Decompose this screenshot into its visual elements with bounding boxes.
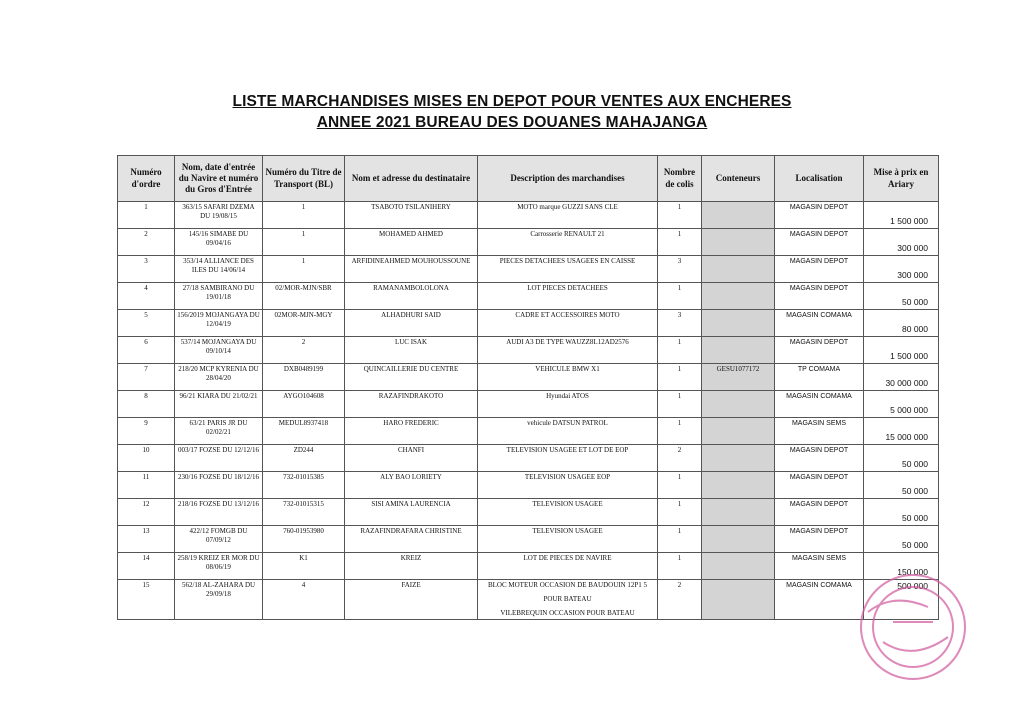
cell-description: LOT PIECES DETACHEES [478,283,658,310]
cell-destinataire: TSABOTO TSILANIHERY [345,202,478,229]
cell-description: TELEVISION USAGEE ET LOT DE EOP [478,445,658,472]
cell-conteneur [702,553,775,580]
cell-localisation: MAGASIN COMAMA [775,580,864,620]
cell-conteneur [702,310,775,337]
cell-bl: 760-01953980 [263,526,345,553]
cell-navire: 27/18 SAMBIRANO DU 19/01/18 [175,283,263,310]
cell-prix: 50 000 [864,472,939,499]
table-row [118,283,939,310]
cell-description: TELEVISION USAGEE [478,499,658,526]
cell-prix: 50 000 [864,445,939,472]
cell-navire: 422/12 FOMGB DU 07/09/12 [175,526,263,553]
table-row [118,418,939,445]
header-navire: Nom, date d'entrée du Navire et numéro du Gros d'Entrée [175,156,263,202]
cell-prix: 150 000 [864,553,939,580]
cell-localisation: MAGASIN DEPOT [775,256,864,283]
cell-bl: 4 [263,580,345,620]
cell-numero: 9 [118,418,175,445]
cell-prix: 5 000 000 [864,391,939,418]
cell-colis: 1 [658,391,702,418]
cell-description: CADRE ET ACCESSOIRES MOTO [478,310,658,337]
cell-bl: ZD244 [263,445,345,472]
cell-description: VEHICULE BMW X1 [478,364,658,391]
cell-bl: 02/MOR-MJN/SBR [263,283,345,310]
description-line: BLOC MOTEUR OCCASION DE BAUDOUIN 12P1 5 [487,581,648,589]
cell-localisation: MAGASIN DEPOT [775,202,864,229]
cell-navire: 353/14 ALLIANCE DES ILES DU 14/06/14 [175,256,263,283]
cell-navire: 003/17 FOZSE DU 12/12/16 [175,445,263,472]
cell-destinataire: LUC ISAK [345,337,478,364]
cell-localisation: MAGASIN SEMS [775,553,864,580]
cell-colis: 1 [658,283,702,310]
cell-numero: 6 [118,337,175,364]
cell-numero: 12 [118,499,175,526]
cell-description: Hyundai ATOS [478,391,658,418]
cell-numero: 3 [118,256,175,283]
cell-description: AUDI A3 DE TYPE WAUZZ8L12AD2576 [478,337,658,364]
cell-colis: 1 [658,364,702,391]
cell-conteneur [702,391,775,418]
cell-prix: 30 000 000 [864,364,939,391]
header-localisation: Localisation [775,156,864,202]
cell-navire: 258/19 KREIZ ER MOR DU 08/06/19 [175,553,263,580]
header-mise-a-prix: Mise à prix en Ariary [864,156,939,202]
cell-numero: 10 [118,445,175,472]
cell-destinataire: HARO FREDERIC [345,418,478,445]
cell-destinataire: CHANFI [345,445,478,472]
table-row [118,337,939,364]
cell-conteneur [702,499,775,526]
cell-destinataire: RAZAFINDRAFARA CHRISTINE [345,526,478,553]
goods-table [117,155,939,620]
cell-colis: 1 [658,499,702,526]
table-row [118,310,939,337]
cell-prix: 50 000 [864,499,939,526]
cell-destinataire: RAMANAMBOLOLONA [345,283,478,310]
cell-localisation: TP COMAMA [775,364,864,391]
cell-numero: 13 [118,526,175,553]
cell-colis: 1 [658,229,702,256]
document-title-line2: ANNEE 2021 BUREAU DES DOUANES MAHAJANGA [316,114,708,131]
cell-conteneur [702,337,775,364]
cell-conteneur [702,472,775,499]
cell-description: MOTO marque GUZZI SANS CLE [478,202,658,229]
table-row [118,364,939,391]
cell-destinataire: SISI AMINA LAURENCIA [345,499,478,526]
cell-colis: 1 [658,337,702,364]
cell-bl: 1 [263,202,345,229]
cell-navire: 63/21 PARIS JR DU 02/02/21 [175,418,263,445]
cell-conteneur [702,418,775,445]
document-title-line1: LISTE MARCHANDISES MISES EN DEPOT POUR VENTES AUX ENCHERES [232,93,792,110]
cell-conteneur [702,283,775,310]
cell-destinataire: FAIZE [345,580,478,620]
cell-description: vehicule DATSUN PATROL [478,418,658,445]
cell-localisation: MAGASIN SEMS [775,418,864,445]
cell-bl: 1 [263,256,345,283]
cell-prix: 50 000 [864,526,939,553]
cell-navire: 218/20 MCP KYRENIA DU 28/04/20 [175,364,263,391]
header-description: Description des marchandises [478,156,658,202]
cell-conteneur [702,445,775,472]
cell-prix: 50 000 [864,283,939,310]
header-nombre-colis: Nombre de colis [658,156,702,202]
table-row [118,472,939,499]
cell-bl: 732-01015315 [263,499,345,526]
cell-numero: 4 [118,283,175,310]
header-destinataire: Nom et adresse du destinataire [345,156,478,202]
cell-localisation: MAGASIN DEPOT [775,499,864,526]
table-row [118,202,939,229]
cell-colis: 1 [658,526,702,553]
cell-bl: 02MOR-MJN-MGY [263,310,345,337]
cell-conteneur [702,526,775,553]
cell-numero: 5 [118,310,175,337]
cell-prix: 15 000 000 [864,418,939,445]
table-row [118,391,939,418]
cell-description: PIECES DETACHEES USAGEES EN CAISSE [478,256,658,283]
cell-colis: 1 [658,553,702,580]
cell-prix: 80 000 [864,310,939,337]
cell-destinataire: ALHADHURI SAID [345,310,478,337]
table-row [118,256,939,283]
cell-bl: 1 [263,229,345,256]
cell-destinataire: ALY BAO LORIETY [345,472,478,499]
cell-colis: 1 [658,472,702,499]
cell-navire: 96/21 KIARA DU 21/02/21 [175,391,263,418]
cell-destinataire: QUINCAILLERIE DU CENTRE [345,364,478,391]
cell-colis: 3 [658,310,702,337]
cell-localisation: MAGASIN DEPOT [775,337,864,364]
cell-navire: 145/16 SIMABE DU 09/04/16 [175,229,263,256]
cell-colis: 1 [658,418,702,445]
cell-bl: 732-01015385 [263,472,345,499]
cell-description: LOT DE PIECES DE NAVIRE [478,553,658,580]
cell-localisation: MAGASIN COMAMA [775,391,864,418]
cell-colis: 1 [658,202,702,229]
header-numero: Numéro d'ordre [118,156,175,202]
cell-prix: 1 500 000 [864,337,939,364]
cell-navire: 537/14 MOJANGAYA DU 09/10/14 [175,337,263,364]
cell-numero: 7 [118,364,175,391]
cell-navire: 230/16 FOZSE DU 18/12/16 [175,472,263,499]
cell-bl: K1 [263,553,345,580]
cell-localisation: MAGASIN DEPOT [775,526,864,553]
cell-bl: 2 [263,337,345,364]
cell-numero: 1 [118,202,175,229]
cell-localisation: MAGASIN DEPOT [775,445,864,472]
table-row [118,229,939,256]
cell-colis: 2 [658,580,702,620]
cell-description: TELEVISION USAGEE [478,526,658,553]
cell-description: TELEVISION USAGEE EOP [478,472,658,499]
cell-destinataire: MOHAMED AHMED [345,229,478,256]
cell-navire: 218/16 FOZSE DU 13/12/16 [175,499,263,526]
cell-conteneur [702,229,775,256]
cell-colis: 2 [658,445,702,472]
cell-navire: 363/15 SAFARI DZEMA DU 19/08/15 [175,202,263,229]
table-row [118,526,939,553]
cell-prix: 500 000 [864,580,939,620]
table-header-row [118,156,939,202]
cell-conteneur [702,202,775,229]
cell-navire: 562/18 AL-ZAHARA DU 29/09/18 [175,580,263,620]
cell-localisation: MAGASIN DEPOT [775,229,864,256]
cell-navire: 156/2019 MOJANGAYA DU 12/04/19 [175,310,263,337]
cell-numero: 11 [118,472,175,499]
header-conteneurs: Conteneurs [702,156,775,202]
cell-colis: 3 [658,256,702,283]
description-line: POUR BATEAU [543,595,592,604]
cell-numero: 2 [118,229,175,256]
cell-conteneur [702,256,775,283]
cell-localisation: MAGASIN DEPOT [775,283,864,310]
cell-prix: 300 000 [864,256,939,283]
cell-localisation: MAGASIN COMAMA [775,310,864,337]
cell-destinataire: ARFIDINEAHMED MOUHOUSSOUNE [345,256,478,283]
cell-conteneur [702,580,775,620]
table-row [118,553,939,580]
cell-bl: DXB0489199 [263,364,345,391]
table-row [118,580,939,620]
cell-conteneur: GESU1077172 [702,364,775,391]
cell-description: Carrosserie RENAULT 21 [478,229,658,256]
cell-numero: 15 [118,580,175,620]
cell-numero: 14 [118,553,175,580]
table-row [118,445,939,472]
cell-prix: 300 000 [864,229,939,256]
description-line: VILEBREQUIN OCCASION POUR BATEAU [500,609,635,618]
cell-bl: MEDUL8937418 [263,418,345,445]
cell-description [478,580,658,620]
table-row [118,499,939,526]
cell-localisation: MAGASIN DEPOT [775,472,864,499]
cell-numero: 8 [118,391,175,418]
cell-bl: AYGO104608 [263,391,345,418]
header-titre-transport: Numéro du Titre de Transport (BL) [263,156,345,202]
cell-prix: 1 500 000 [864,202,939,229]
cell-destinataire: RAZAFINDRAKOTO [345,391,478,418]
cell-destinataire: KREIZ [345,553,478,580]
